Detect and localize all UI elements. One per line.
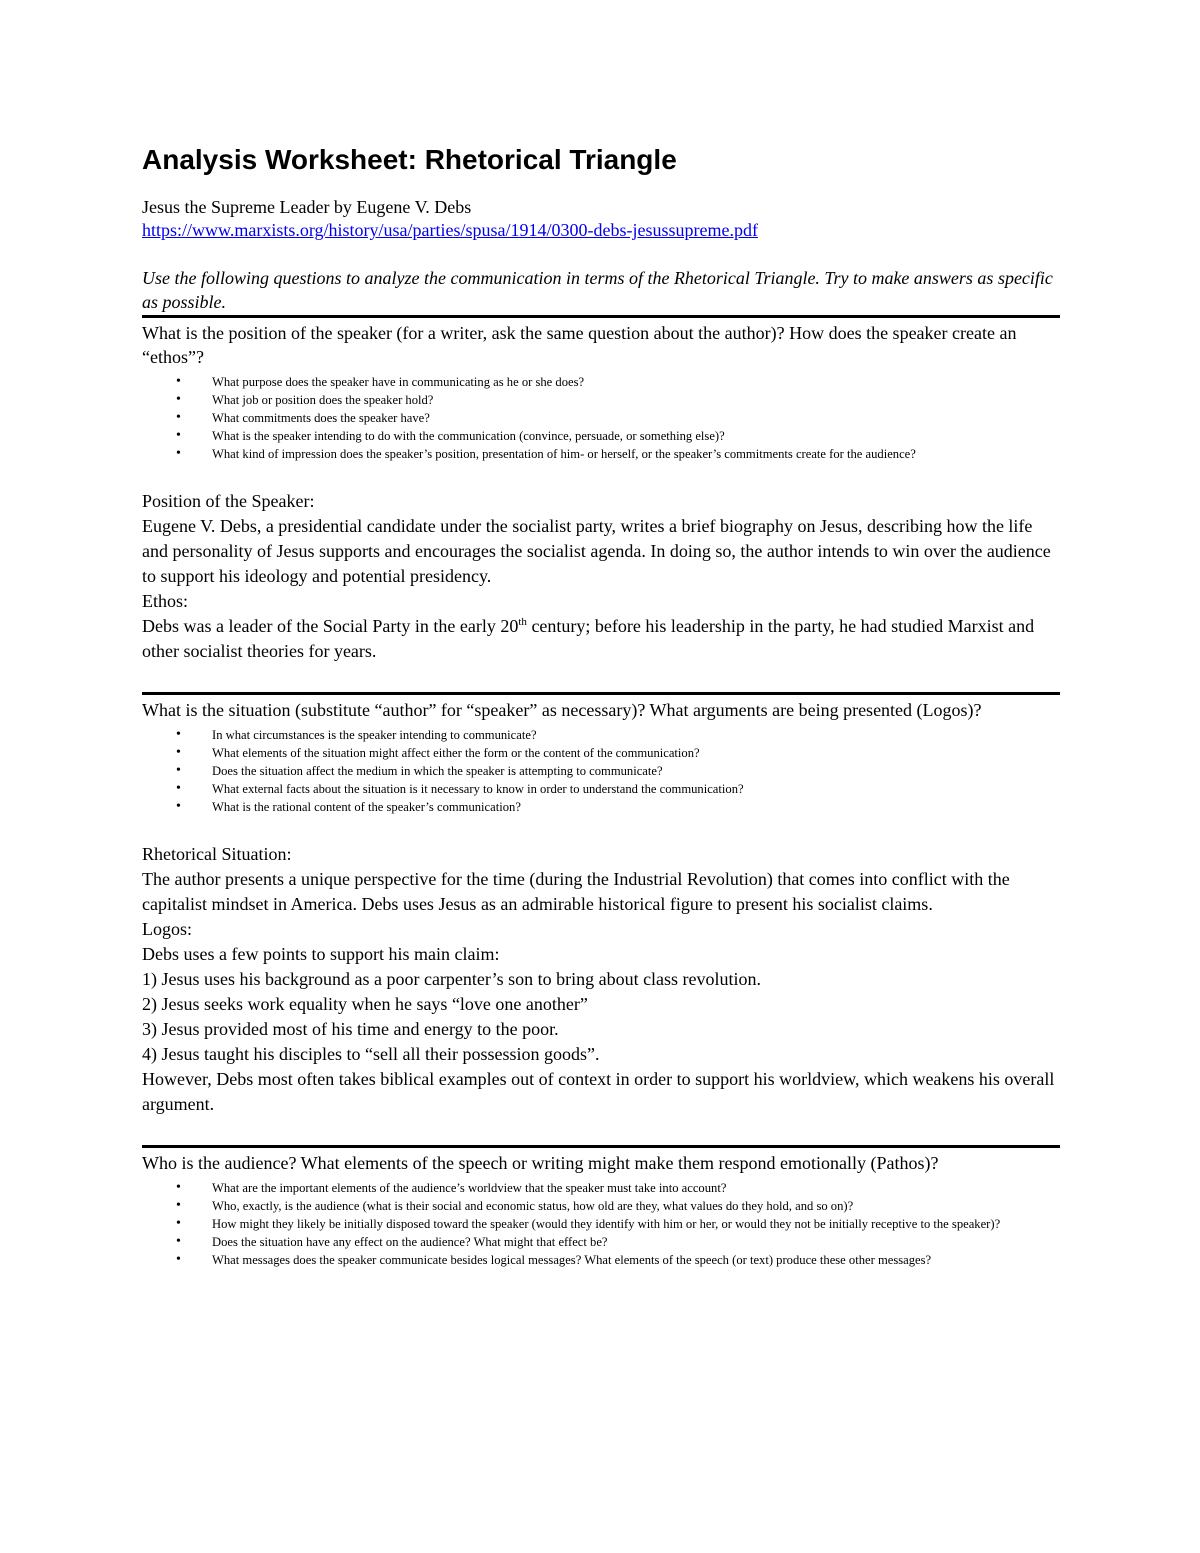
answer-ethos [142,489,1060,664]
source-citation: Jesus the Supreme Leader by Eugene V. Debs [142,197,472,217]
prompt-item: • What is the rational content of the speaker’s communication? [212,798,1060,816]
answer-text: Eugene V. Debs, a presidential candidate under the socialist party, writes a brief biography on Jesus, describing how the life and personality of Jesus supports and encourages the socialist agenda. In doing so, the author intends to win over the audience to support his ideology and potential presidency. [142,516,1051,586]
answer-heading: Position of the Speaker: [142,491,315,511]
section-divider [142,1145,1060,1148]
answer-logos [142,842,1060,1117]
prompt-item: • What job or position does the speaker hold? [212,391,1060,409]
worksheet-content [142,142,1060,1269]
prompt-item: • What kind of impression does the speaker’s position, presentation of him- or herself, or the speaker’s commitments create for the audience? [212,445,1060,463]
section-divider [142,315,1060,318]
prompt-item: • Does the situation affect the medium in which the speaker is attempting to communicate? [212,762,1060,780]
answer-text: The author presents a unique perspective for the time (during the Industrial Revolution) that comes into conflict with the capitalist mindset in America. Debs uses Jesus as an admirable historical figure to present his socialist claims. [142,869,1010,914]
logos-point: 4) Jesus taught his disciples to “sell all their possession goods”. [142,1044,600,1064]
question-pathos: Who is the audience? What elements of the speech or writing might make them respond emotionally (Pathos)? [142,1153,939,1173]
source-url-link[interactable]: https://www.marxists.org/history/usa/parties/spusa/1914/0300-debs-jesussupreme.pdf [142,220,758,240]
page-title: Analysis Worksheet: Rhetorical Triangle [142,144,677,175]
prompt-item: • What is the speaker intending to do with the communication (convince, persuade, or something else)? [212,427,1060,445]
logos-point: 1) Jesus uses his background as a poor carpenter’s son to bring about class revolution. [142,969,762,989]
section-divider [142,692,1060,695]
logos-point: 3) Jesus provided most of his time and energy to the poor. [142,1019,559,1039]
prompt-item: • What are the important elements of the audience’s worldview that the speaker must take into account? [212,1179,1060,1197]
answer-heading: Ethos: [142,591,189,611]
logos-point: 2) Jesus seeks work equality when he says “love one another” [142,994,588,1014]
instructions-text: Use the following questions to analyze the communication in terms of the Rhetorical Triangle. Try to make answers as specific as possible. [142,268,1053,312]
prompt-item: • What elements of the situation might affect either the form or the content of the communication? [212,744,1060,762]
pathos-prompt-list [142,1179,1060,1269]
logos-prompt-list [142,726,1060,816]
prompt-item: • Does the situation have any effect on the audience? What might that effect be? [212,1233,1060,1251]
prompt-item: • Who, exactly, is the audience (what is their social and economic status, how old are they, what values do they hold, and so on)? [212,1197,1060,1215]
answer-text: However, Debs most often takes biblical examples out of context in order to support his worldview, which weakens his overall argument. [142,1069,1055,1114]
answer-heading: Rhetorical Situation: [142,844,292,864]
answer-text: Debs uses a few points to support his main claim: [142,944,500,964]
answer-heading: Logos: [142,919,193,939]
prompt-item: • What purpose does the speaker have in communicating as he or she does? [212,373,1060,391]
prompt-item: • What messages does the speaker communicate besides logical messages? What elements of the speech (or text) produce these other messages? [212,1251,1060,1269]
prompt-item: • What external facts about the situation is it necessary to know in order to understand the communication? [212,780,1060,798]
question-ethos: What is the position of the speaker (for a writer, ask the same question about the author)? How does the speaker create an “ethos”? [142,323,1017,367]
answer-text: Debs was a leader of the Social Party in the early 20th century; before his leadership in the party, he had studied Marxist and other socialist theories for years. [142,616,1035,661]
prompt-item: • How might they likely be initially disposed toward the speaker (would they identify with him or her, or would they not be initially receptive to the speaker)? [212,1215,1060,1233]
question-logos: What is the situation (substitute “author” for “speaker” as necessary)? What arguments are being presented (Logos)? [142,700,982,720]
ethos-prompt-list [142,373,1060,463]
prompt-item: • What commitments does the speaker have? [212,409,1060,427]
prompt-item: • In what circumstances is the speaker intending to communicate? [212,726,1060,744]
